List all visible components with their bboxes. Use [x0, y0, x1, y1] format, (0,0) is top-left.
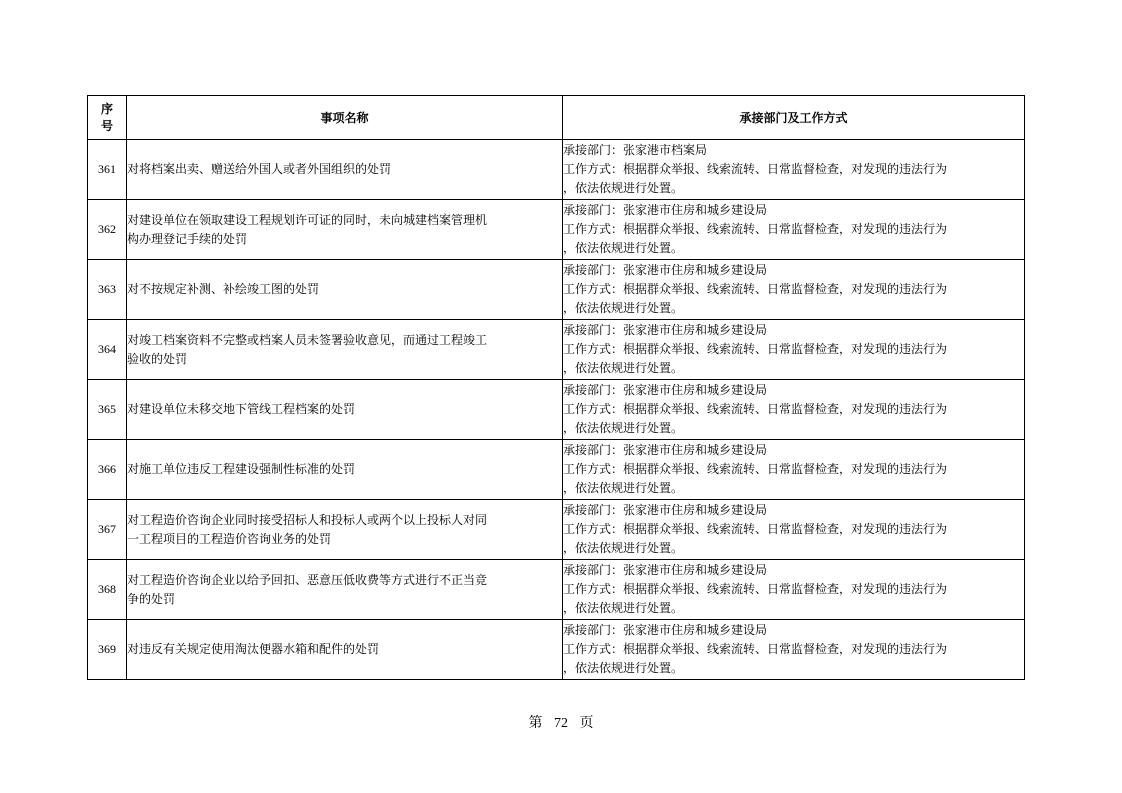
table-header-row: [88, 96, 1025, 140]
row-item-name: [127, 320, 563, 380]
row-serial-number: 368: [88, 560, 127, 620]
item-name-line: 构办理登记手续的处罚: [127, 231, 248, 246]
row-item-name: [127, 140, 563, 200]
row-dept-method: [563, 380, 1025, 440]
method-line-continued: ，依法依规进行处置。: [563, 241, 684, 255]
dept-line: 承接部门：张家港市住房和城乡建设局: [563, 383, 768, 397]
table-row: [88, 260, 1025, 320]
method-line-continued: ，依法依规进行处置。: [563, 181, 684, 195]
item-name-line: 一工程项目的工程造价咨询业务的处罚: [127, 531, 332, 546]
method-line-continued: ，依法依规进行处置。: [563, 301, 684, 315]
row-item-name: [127, 260, 563, 320]
item-name-line: 对工程造价咨询企业同时接受招标人和投标人或两个以上投标人对同: [127, 512, 488, 527]
method-line: 工作方式：根据群众举报、线索流转、日常监督检查，对发现的违法行为: [563, 582, 948, 596]
row-dept-method: [563, 440, 1025, 500]
row-item-name: [127, 440, 563, 500]
item-name-line: 对建设单位在领取建设工程规划许可证的同时，未向城建档案管理机: [127, 212, 488, 227]
page-suffix: 页: [579, 716, 594, 731]
header-item-name: 事项名称: [127, 96, 563, 140]
dept-line: 承接部门：张家港市住房和城乡建设局: [563, 203, 768, 217]
method-line-continued: ，依法依规进行处置。: [563, 661, 684, 675]
row-item-name: [127, 380, 563, 440]
row-dept-method: [563, 320, 1025, 380]
row-item-name: [127, 500, 563, 560]
method-line-continued: ，依法依规进行处置。: [563, 421, 684, 435]
item-name-line: 对违反有关规定使用淘汰便器水箱和配件的处罚: [127, 642, 380, 656]
row-serial-number: 364: [88, 320, 127, 380]
method-line: 工作方式：根据群众举报、线索流转、日常监督检查，对发现的违法行为: [563, 462, 948, 476]
method-line: 工作方式：根据群众举报、线索流转、日常监督检查，对发现的违法行为: [563, 162, 948, 176]
row-dept-method: [563, 260, 1025, 320]
row-dept-method: [563, 200, 1025, 260]
row-serial-number: 366: [88, 440, 127, 500]
row-dept-method: [563, 560, 1025, 620]
method-line-continued: ，依法依规进行处置。: [563, 481, 684, 495]
dept-line: 承接部门：张家港市住房和城乡建设局: [563, 443, 768, 457]
dept-line: 承接部门：张家港市住房和城乡建设局: [563, 503, 768, 517]
method-line: 工作方式：根据群众举报、线索流转、日常监督检查，对发现的违法行为: [563, 222, 948, 236]
row-serial-number: 363: [88, 260, 127, 320]
page-number: 72: [554, 716, 568, 731]
table-row: [88, 380, 1025, 440]
method-line-continued: ，依法依规进行处置。: [563, 601, 684, 615]
row-item-name: [127, 200, 563, 260]
dept-line: 承接部门：张家港市住房和城乡建设局: [563, 563, 768, 577]
row-serial-number: 369: [88, 620, 127, 680]
matters-table: [87, 95, 1025, 680]
header-serial-number: [88, 96, 127, 140]
method-line: 工作方式：根据群众举报、线索流转、日常监督检查，对发现的违法行为: [563, 282, 948, 296]
method-line-continued: ，依法依规进行处置。: [563, 361, 684, 375]
table-row: [88, 560, 1025, 620]
table-row: [88, 140, 1025, 200]
item-name-line: 对工程造价咨询企业以给予回扣、恶意压低收费等方式进行不正当竞: [127, 572, 488, 587]
page-footer: [0, 712, 1122, 732]
table-row: [88, 200, 1025, 260]
item-name-line: 对不按规定补测、补绘竣工图的处罚: [127, 282, 320, 296]
row-item-name: [127, 560, 563, 620]
header-serial-line1: 序: [100, 101, 113, 116]
dept-line: 承接部门：张家港市住房和城乡建设局: [563, 263, 768, 277]
row-serial-number: 362: [88, 200, 127, 260]
table-body: [88, 140, 1025, 680]
table-row: [88, 500, 1025, 560]
row-item-name: [127, 620, 563, 680]
row-serial-number: 367: [88, 500, 127, 560]
row-serial-number: 361: [88, 140, 127, 200]
method-line: 工作方式：根据群众举报、线索流转、日常监督检查，对发现的违法行为: [563, 342, 948, 356]
dept-line: 承接部门：张家港市住房和城乡建设局: [563, 623, 768, 637]
row-dept-method: [563, 140, 1025, 200]
row-dept-method: [563, 500, 1025, 560]
header-serial-line2: 号: [100, 118, 113, 133]
item-name-line: 对将档案出卖、赠送给外国人或者外国组织的处罚: [127, 162, 392, 176]
dept-line: 承接部门：张家港市档案局: [563, 143, 708, 157]
method-line-continued: ，依法依规进行处置。: [563, 541, 684, 555]
dept-line: 承接部门：张家港市住房和城乡建设局: [563, 323, 768, 337]
method-line: 工作方式：根据群众举报、线索流转、日常监督检查，对发现的违法行为: [563, 402, 948, 416]
item-name-line: 对竣工档案资料不完整或档案人员未签署验收意见，而通过工程竣工: [127, 332, 488, 347]
table-row: [88, 440, 1025, 500]
table-row: [88, 620, 1025, 680]
item-name-line: 对施工单位违反工程建设强制性标准的处罚: [127, 462, 356, 476]
row-dept-method: [563, 620, 1025, 680]
page-prefix: 第: [528, 716, 543, 731]
header-dept-method: 承接部门及工作方式: [563, 96, 1025, 140]
item-name-line: 争的处罚: [127, 591, 176, 606]
method-line: 工作方式：根据群众举报、线索流转、日常监督检查，对发现的违法行为: [563, 522, 948, 536]
table-row: [88, 320, 1025, 380]
row-serial-number: 365: [88, 380, 127, 440]
item-name-line: 对建设单位未移交地下管线工程档案的处罚: [127, 402, 356, 416]
item-name-line: 验收的处罚: [127, 351, 188, 366]
method-line: 工作方式：根据群众举报、线索流转、日常监督检查，对发现的违法行为: [563, 642, 948, 656]
